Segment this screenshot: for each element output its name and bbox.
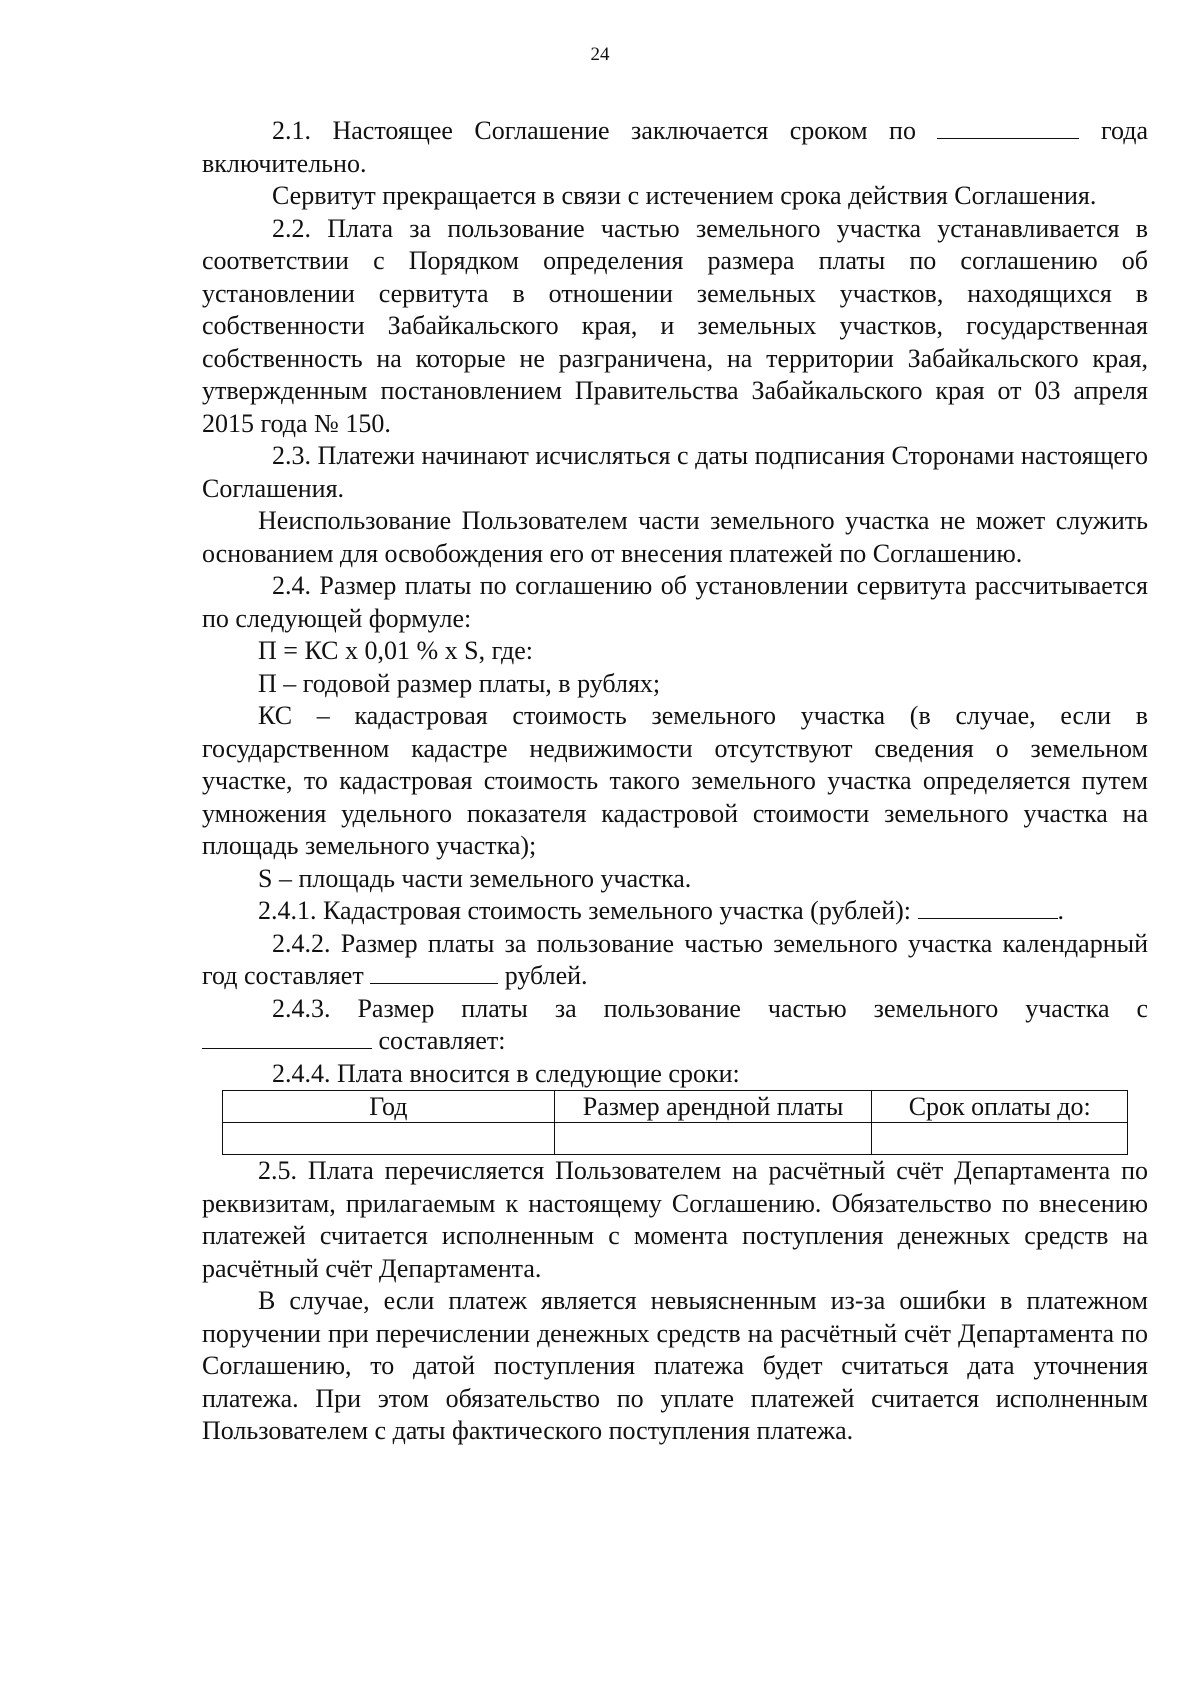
clause-2-4-3 — [202, 993, 1148, 1058]
cell-due-date — [872, 1123, 1128, 1155]
term-blank — [937, 116, 1079, 139]
table-header-row — [223, 1091, 1128, 1123]
definition-ks: КС – кадастровая стоимость земельного участка (в случае, если в государственном кадастре недвижимости отсутствуют сведения о земельном участке, то кадастровая стоимость такого земельного участка определяется путем умножения удельного показателя кадастровой стоимости земельного участка на площадь земельного участка); — [202, 701, 1148, 860]
unclear-payment-paragraph: В случае, если платеж является невыясненным из-за ошибки в платежном поручении при перечислении денежных средств на расчётный счёт Департамента по Соглашению, то датой поступления платежа будет считаться дата уточнения платежа. При этом обязательство по уплате платежей считается исполненным Пользователем с даты фактического поступления платежа. — [202, 1286, 1148, 1445]
payment-schedule-table — [222, 1090, 1128, 1155]
formula: П = КС х 0,01 % х S, где: — [258, 636, 533, 665]
table-row — [223, 1123, 1128, 1155]
clause-2-4-1-text: 2.4.1. Кадастровая стоимость земельного участка (рублей): — [258, 896, 912, 925]
clause-2-4-2-tail: рублей. — [504, 961, 588, 990]
clause-2-3: 2.3. Платежи начинают исчисляться с даты подписания Сторонами настоящего Соглашения. — [202, 441, 1148, 503]
clause-2-4-2-text: 2.4.2. Размер платы за пользование частью земельного участка календарный год составляет — [202, 928, 1148, 990]
clause-2-1 — [202, 115, 1148, 180]
clause-2-1-tail: года включительно. — [202, 116, 1149, 178]
clause-2-4-4: 2.4.4. Плата вносится в следующие сроки: — [272, 1058, 740, 1088]
servitude-end-paragraph: Сервитут прекращается в связи с истечением срока действия Соглашения. — [272, 181, 1097, 210]
header-year: Год — [223, 1091, 555, 1123]
document-body — [202, 115, 1148, 1448]
clause-2-4-1 — [202, 895, 1148, 928]
yearly-fee-blank — [370, 961, 498, 984]
clause-2-4-3-tail: составляет: — [378, 1026, 506, 1055]
clause-2-2: 2.2. Плата за пользование частью земельного участка устанавливается в соответствии с Порядком определения размера платы по соглашению об установлении сервитута в отношении земельных участков, находящихся в собственности Забайкальского края, и земельных участков, государственная собственность на которые не разграничена, на территории Забайкальского края, утвержденным постановлением Правительства Забайкальского края от 03 апреля 2015 года № 150. — [202, 213, 1148, 438]
clause-2-4-3-text: 2.4.3. Размер платы за пользование частью земельного участка с — [272, 993, 1148, 1023]
date-from-blank — [202, 1026, 372, 1049]
non-use-paragraph: Неиспользование Пользователем части земельного участка не может служить основанием для освобождения его от внесения платежей по Соглашению. — [202, 506, 1148, 568]
cell-year — [223, 1123, 555, 1155]
clause-2-1-text: 2.1. Настоящее Соглашение заключается сроком по — [272, 116, 916, 145]
definition-s: S – площадь части земельного участка. — [258, 863, 692, 893]
clause-2-4-2 — [202, 928, 1148, 993]
cell-amount — [554, 1123, 872, 1155]
clause-2-5: 2.5. Плата перечисляется Пользователем на расчётный счёт Департамента по реквизитам, прилагаемым к настоящему Соглашению. Обязательство по внесению платежей считается исполненным с момента поступления денежных средств на расчётный счёт Департамента. — [202, 1156, 1148, 1283]
header-due-date: Срок оплаты до: — [872, 1091, 1128, 1123]
cadastral-value-blank — [918, 896, 1058, 919]
clause-2-4-1-end: . — [1057, 896, 1065, 925]
definition-p: П – годовой размер платы, в рублях; — [258, 668, 661, 698]
header-amount: Размер арендной платы — [554, 1091, 872, 1123]
clause-2-4: 2.4. Размер платы по соглашению об установлении сервитута рассчитывается по следующей формуле: — [202, 571, 1148, 633]
page-number: 24 — [590, 44, 610, 65]
